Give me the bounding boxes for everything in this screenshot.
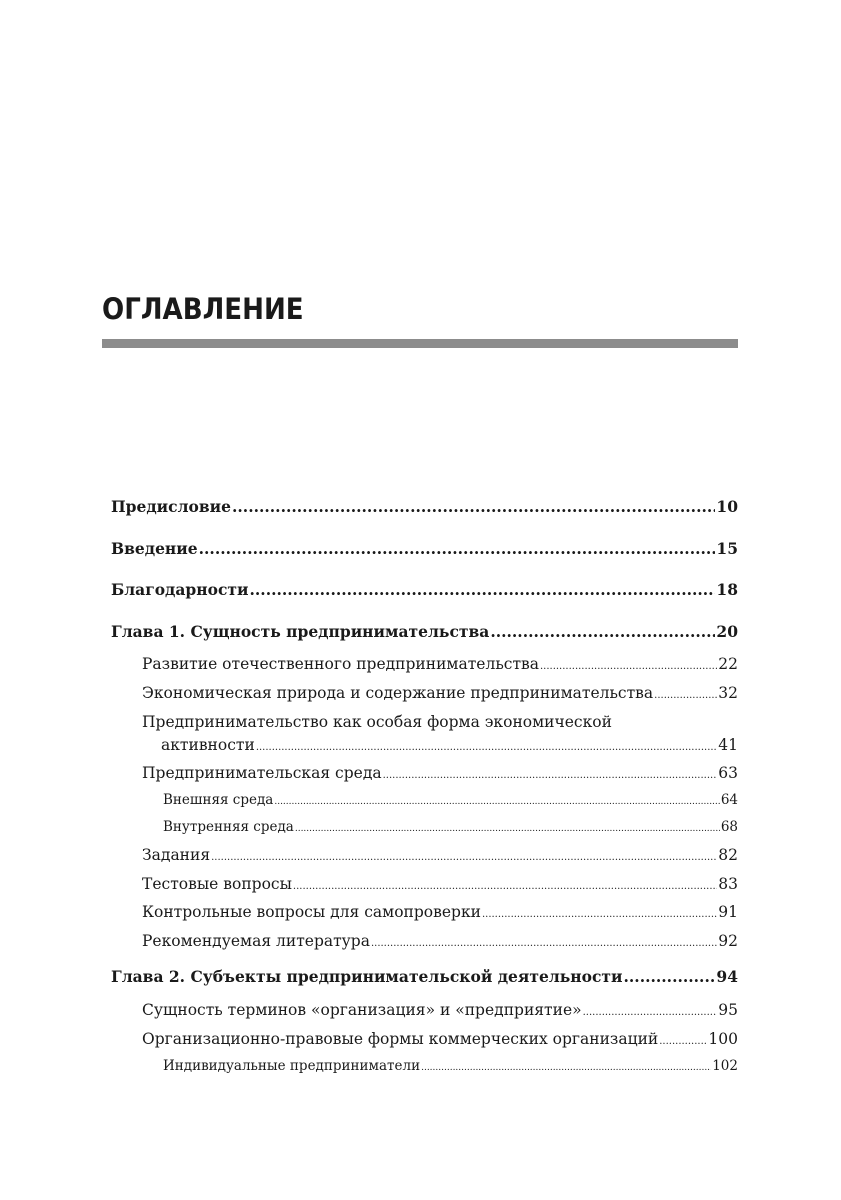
- dot-leader: [211, 853, 717, 863]
- toc-page-number: 100: [708, 1030, 738, 1048]
- toc-entry-label: Предпринимательская среда: [142, 764, 382, 782]
- dot-leader: [293, 882, 717, 892]
- toc-page-number: 95: [718, 1001, 738, 1019]
- toc-entry-preface[interactable]: [111, 497, 738, 516]
- toc-entry-label: Глава 1. Сущность предпринимательства: [111, 622, 490, 641]
- toc-entry[interactable]: [111, 655, 738, 673]
- toc-page-number: 68: [720, 819, 738, 835]
- dot-leader: [490, 624, 715, 640]
- dot-leader: [540, 662, 717, 672]
- toc-entry[interactable]: [111, 684, 738, 702]
- dot-leader: [482, 910, 717, 920]
- toc-entry[interactable]: [111, 875, 738, 893]
- toc-entry-label: Предисловие: [111, 497, 231, 516]
- toc-entry-label: Развитие отечественного предпринимательства: [142, 655, 539, 673]
- dot-leader: [199, 541, 716, 557]
- toc-entry-label: Благодарности: [111, 580, 249, 599]
- toc-entry-label: Индивидуальные предприниматели: [163, 1058, 421, 1074]
- toc-entry-label-line1[interactable]: Предпринимательство как особая форма экономической: [142, 713, 612, 731]
- toc-entry[interactable]: [111, 819, 738, 835]
- toc-page-number: 18: [716, 580, 738, 599]
- toc-entry[interactable]: [111, 792, 738, 808]
- dot-leader: [659, 1037, 707, 1047]
- toc-entry[interactable]: [111, 846, 738, 864]
- title-underline: [102, 339, 738, 348]
- toc-entry-label: Сущность терминов «организация» и «предприятие»: [142, 1001, 582, 1019]
- toc-entry[interactable]: [111, 1001, 738, 1019]
- dot-leader: [250, 582, 716, 598]
- toc-entry[interactable]: [111, 903, 738, 921]
- toc-entry-intro[interactable]: [111, 539, 738, 558]
- dot-leader: [274, 798, 719, 807]
- toc-page-number: 32: [718, 684, 738, 702]
- toc-entry-label: Глава 2. Субъекты предпринимательской деятельности: [111, 967, 623, 986]
- dot-leader: [371, 939, 717, 949]
- toc-entry-label: Внешняя среда: [163, 792, 274, 808]
- toc-entry-label: Экономическая природа и содержание предпринимательства: [142, 684, 654, 702]
- dot-leader: [654, 691, 717, 701]
- toc-entry[interactable]: [111, 764, 738, 782]
- toc-entry-label: активности: [161, 736, 255, 754]
- toc-page-number: 83: [718, 875, 738, 893]
- toc-page-number: 63: [718, 764, 738, 782]
- toc-page-number: 20: [716, 622, 738, 641]
- toc-entry[interactable]: [111, 1058, 738, 1074]
- dot-leader: [583, 1008, 718, 1018]
- toc-page-number: 92: [718, 932, 738, 950]
- toc-entry-acknowledgements[interactable]: [111, 580, 738, 599]
- page-title: ОГЛАВЛЕНИЕ: [102, 292, 304, 326]
- toc-page-number: 91: [718, 903, 738, 921]
- toc-page-number: 22: [718, 655, 738, 673]
- toc-entry-label: Введение: [111, 539, 198, 558]
- toc-entry-label: Организационно-правовые формы коммерческих организаций: [142, 1030, 659, 1048]
- dot-leader: [624, 969, 716, 985]
- toc-entry-label: Внутренняя среда: [163, 819, 294, 835]
- dot-leader: [383, 771, 718, 781]
- toc-page-number: 64: [720, 792, 738, 808]
- toc-entry-chapter-2[interactable]: [111, 967, 738, 986]
- toc-entry-chapter-1[interactable]: [111, 622, 738, 641]
- toc-entry[interactable]: [111, 932, 738, 950]
- toc-entry-label: Рекомендуемая литература: [142, 932, 370, 950]
- toc-entry-label: Тестовые вопросы: [142, 875, 292, 893]
- toc-page-number: 102: [712, 1058, 738, 1074]
- dot-leader: [232, 499, 715, 515]
- toc-entry-label: Контрольные вопросы для самопроверки: [142, 903, 481, 921]
- toc-entry[interactable]: [111, 1030, 738, 1048]
- dot-leader: [421, 1064, 711, 1073]
- dot-leader: [256, 743, 717, 753]
- toc-entry[interactable]: [111, 736, 738, 754]
- toc-page-number: 15: [716, 539, 738, 558]
- toc-page-number: 82: [718, 846, 738, 864]
- toc-page-number: 41: [718, 736, 738, 754]
- toc-page-number: 10: [716, 497, 738, 516]
- toc-entry-label: Задания: [142, 846, 211, 864]
- toc-page-number: 94: [716, 967, 738, 986]
- dot-leader: [295, 825, 720, 834]
